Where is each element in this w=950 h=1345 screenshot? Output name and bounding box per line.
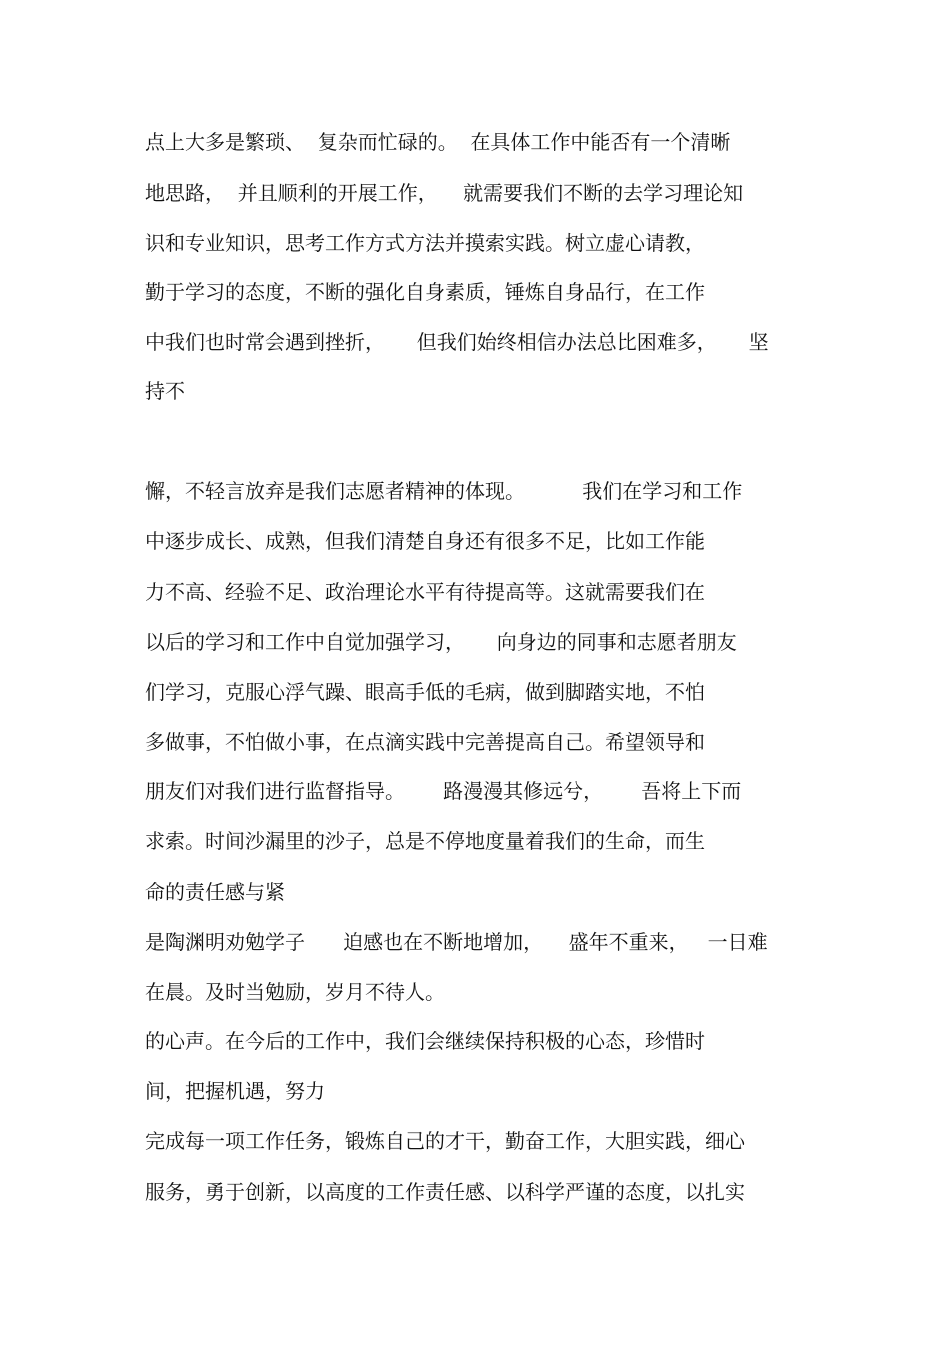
- text-line: 的心声。在今后的工作中，我们会继续保持积极的心态，珍惜时: [145, 1029, 705, 1053]
- text-line: 识和专业知识，思考工作方式方法并摸索实践。树立虚心请教，: [145, 231, 705, 255]
- text-line: 在晨。及时当勉励，岁月不待人。: [145, 980, 445, 1004]
- text-line: 持不: [145, 379, 185, 403]
- text-line: 命的责任感与紧: [145, 880, 285, 904]
- text-line: 服务，勇于创新，以高度的工作责任感、以科学严谨的态度，以扎实: [145, 1180, 745, 1204]
- text-line: 点上大多是繁琐、 复杂而忙碌的。 在具体工作中能否有一个清晰: [145, 130, 731, 154]
- text-line: 地思路， 并且顺利的开展工作， 就需要我们不断的去学习理论知: [145, 181, 744, 205]
- text-line: 中我们也时常会遇到挫折， 但我们始终相信办法总比困难多， 坚: [145, 330, 769, 354]
- text-line: 多做事，不怕做小事，在点滴实践中完善提高自己。希望领导和: [145, 730, 705, 754]
- text-line: 完成每一项工作任务，锻炼自己的才干，勤奋工作，大胆实践，细心: [145, 1129, 745, 1153]
- text-line: 是陶渊明劝勉学子 迫感也在不断地增加， 盛年不重来， 一日难: [145, 930, 768, 954]
- text-line: 们学习，克服心浮气躁、眼高手低的毛病，做到脚踏实地，不怕: [145, 680, 705, 704]
- text-line: 求索。时间沙漏里的沙子，总是不停地度量着我们的生命，而生: [145, 829, 705, 853]
- text-line: 懈，不轻言放弃是我们志愿者精神的体现。 我们在学习和工作: [145, 479, 743, 503]
- text-line: 间，把握机遇，努力: [145, 1079, 325, 1103]
- text-line: 勤于学习的态度，不断的强化自身素质，锤炼自身品行，在工作: [145, 280, 705, 304]
- text-line: 中逐步成长、成熟，但我们清楚自身还有很多不足，比如工作能: [145, 529, 705, 553]
- text-line: 力不高、经验不足、政治理论水平有待提高等。这就需要我们在: [145, 580, 705, 604]
- text-line: 以后的学习和工作中自觉加强学习， 向身边的同事和志愿者朋友: [145, 630, 737, 654]
- text-line: 朋友们对我们进行监督指导。 路漫漫其修远兮， 吾将上下而: [145, 779, 742, 803]
